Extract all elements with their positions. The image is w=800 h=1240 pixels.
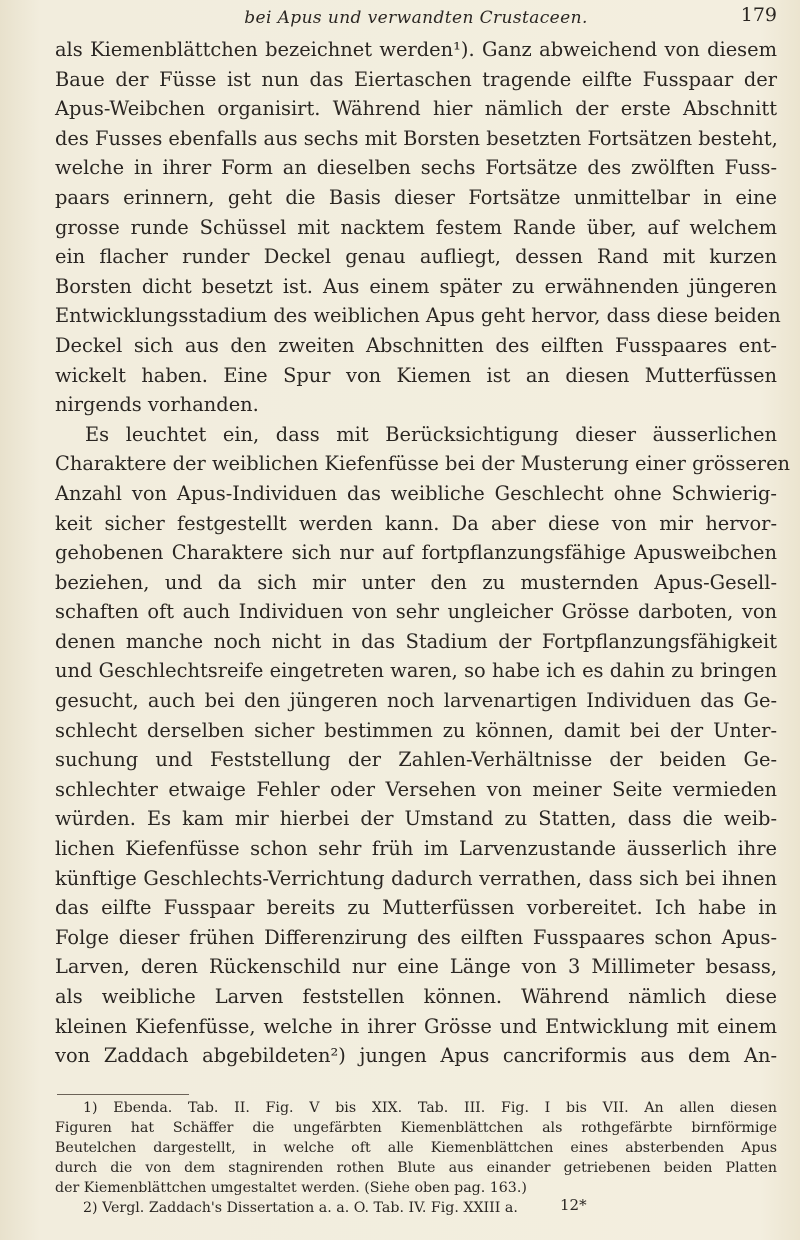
footnote-line: Figuren hat Schäffer die ungefärbten Kiemenblättchen als rothgefärbte birnförmige (55, 1120, 777, 1136)
running-title: bei Apus und verwandten Crustaceen. (244, 8, 588, 28)
text-line: gesucht, auch bei den jüngeren noch larvenartigen Individuen das Ge- (55, 689, 777, 713)
text-line: grosse runde Schüssel mit nacktem festem Rande über, auf welchem (55, 215, 777, 239)
text-line: nirgends vorhanden. (55, 393, 259, 417)
text-line: Charaktere der weiblichen Kiefenfüsse bei der Musterung einer grösseren (55, 452, 791, 476)
text-line: Baue der Füsse ist nun das Eiertaschen tragende eilfte Fusspaar der (55, 67, 777, 91)
text-line: gehobenen Charaktere sich nur auf fortpflanzungsfähige Apusweibchen (55, 541, 777, 565)
page-number: 179 (740, 4, 777, 26)
text-line: keit sicher festgestellt werden kann. Da aber diese von mir hervor- (55, 511, 777, 535)
footnote-line: 1) Ebenda. Tab. II. Fig. V bis XIX. Tab. III. Fig. I bis VII. An allen diesen (83, 1100, 777, 1116)
text-line: künftige Geschlechts-Verrichtung dadurch verrathen, dass sich bei ihnen (55, 866, 777, 890)
text-line: das eilfte Fusspaar bereits zu Mutterfüssen vorbereitet. Ich habe in (55, 896, 777, 920)
text-line: Apus-Weibchen organisirt. Während hier nämlich der erste Abschnitt (55, 97, 777, 121)
running-head (55, 2, 777, 36)
signature-mark: 12* (560, 1196, 587, 1214)
footnote-line: Beutelchen dargestellt, in welche oft alle Kiemenblättchen eines absterbenden Apus (55, 1140, 777, 1156)
text-line: Anzahl von Apus-Individuen das weibliche Geschlecht ohne Schwierig- (55, 481, 777, 505)
text-line: ein flacher runder Deckel genau aufliegt, dessen Rand mit kurzen (55, 245, 777, 269)
text-line: suchung und Feststellung der Zahlen-Verhältnisse der beiden Ge- (55, 748, 777, 772)
body-text (55, 35, 791, 1071)
text-line: Borsten dicht besetzt ist. Aus einem später zu erwähnenden jüngeren (55, 274, 777, 298)
text-line: wickelt haben. Eine Spur von Kiemen ist an diesen Mutterfüssen (55, 363, 777, 387)
text-line: Larven, deren Rückenschild nur eine Länge von 3 Millimeter besass, (55, 955, 777, 979)
text-line: des Fusses ebenfalls aus sechs mit Borsten besetzten Fortsätzen besteht, (55, 126, 778, 150)
text-line: als weibliche Larven feststellen können. Während nämlich diese (55, 985, 777, 1008)
text-line: von Zaddach abgebildeten²) jungen Apus cancriformis aus dem An- (55, 1044, 777, 1068)
text-line: und Geschlechtsreife eingetreten waren, so habe ich es dahin zu bringen (55, 659, 777, 683)
footnotes (55, 1098, 777, 1218)
footnote-line: 2) Vergl. Zaddach's Dissertation a. a. O. Tab. IV. Fig. XXIII a. (83, 1200, 518, 1216)
text-line: beziehen, und da sich mir unter den zu musternden Apus-Gesell- (55, 570, 777, 594)
text-line: schlecht derselben sicher bestimmen zu können, damit bei der Unter- (55, 718, 777, 742)
text-line: würden. Es kam mir hierbei der Umstand zu Statten, dass die weib- (55, 807, 777, 831)
text-line: welche in ihrer Form an dieselben sechs Fortsätze des zwölften Fuss- (55, 156, 777, 180)
text-line: schaften oft auch Individuen von sehr ungleicher Grösse darboten, von (55, 600, 777, 624)
text-line: paars erinnern, geht die Basis dieser Fortsätze unmittelbar in eine (55, 185, 777, 209)
footnote-rule (57, 1094, 189, 1095)
text-line: lichen Kiefenfüsse schon sehr früh im Larvenzustande äusserlich ihre (55, 837, 777, 861)
text-line: Deckel sich aus den zweiten Abschnitten des eilften Fusspaares ent- (55, 333, 777, 357)
text-line: denen manche noch nicht in das Stadium der Fortpflanzungsfähigkeit (55, 629, 777, 653)
text-line: Es leuchtet ein, dass mit Berücksichtigung dieser äusserlichen (85, 422, 777, 446)
footnote-line: der Kiemenblättchen umgestaltet werden. (Siehe oben pag. 163.) (55, 1180, 527, 1196)
text-line: als Kiemenblättchen bezeichnet werden¹). Ganz abweichend von diesem (55, 38, 777, 61)
footnote-line: durch die von dem stagnirenden rothen Blute aus einander getriebenen beiden Platten (55, 1160, 777, 1176)
text-line: kleinen Kiefenfüsse, welche in ihrer Grösse und Entwicklung mit einem (55, 1014, 777, 1038)
text-line: Entwicklungsstadium des weiblichen Apus geht hervor, dass diese beiden (55, 304, 781, 328)
text-line: schlechter etwaige Fehler oder Versehen von meiner Seite vermieden (55, 777, 777, 801)
text-line: Folge dieser frühen Differenzirung des eilften Fusspaares schon Apus- (55, 925, 777, 949)
